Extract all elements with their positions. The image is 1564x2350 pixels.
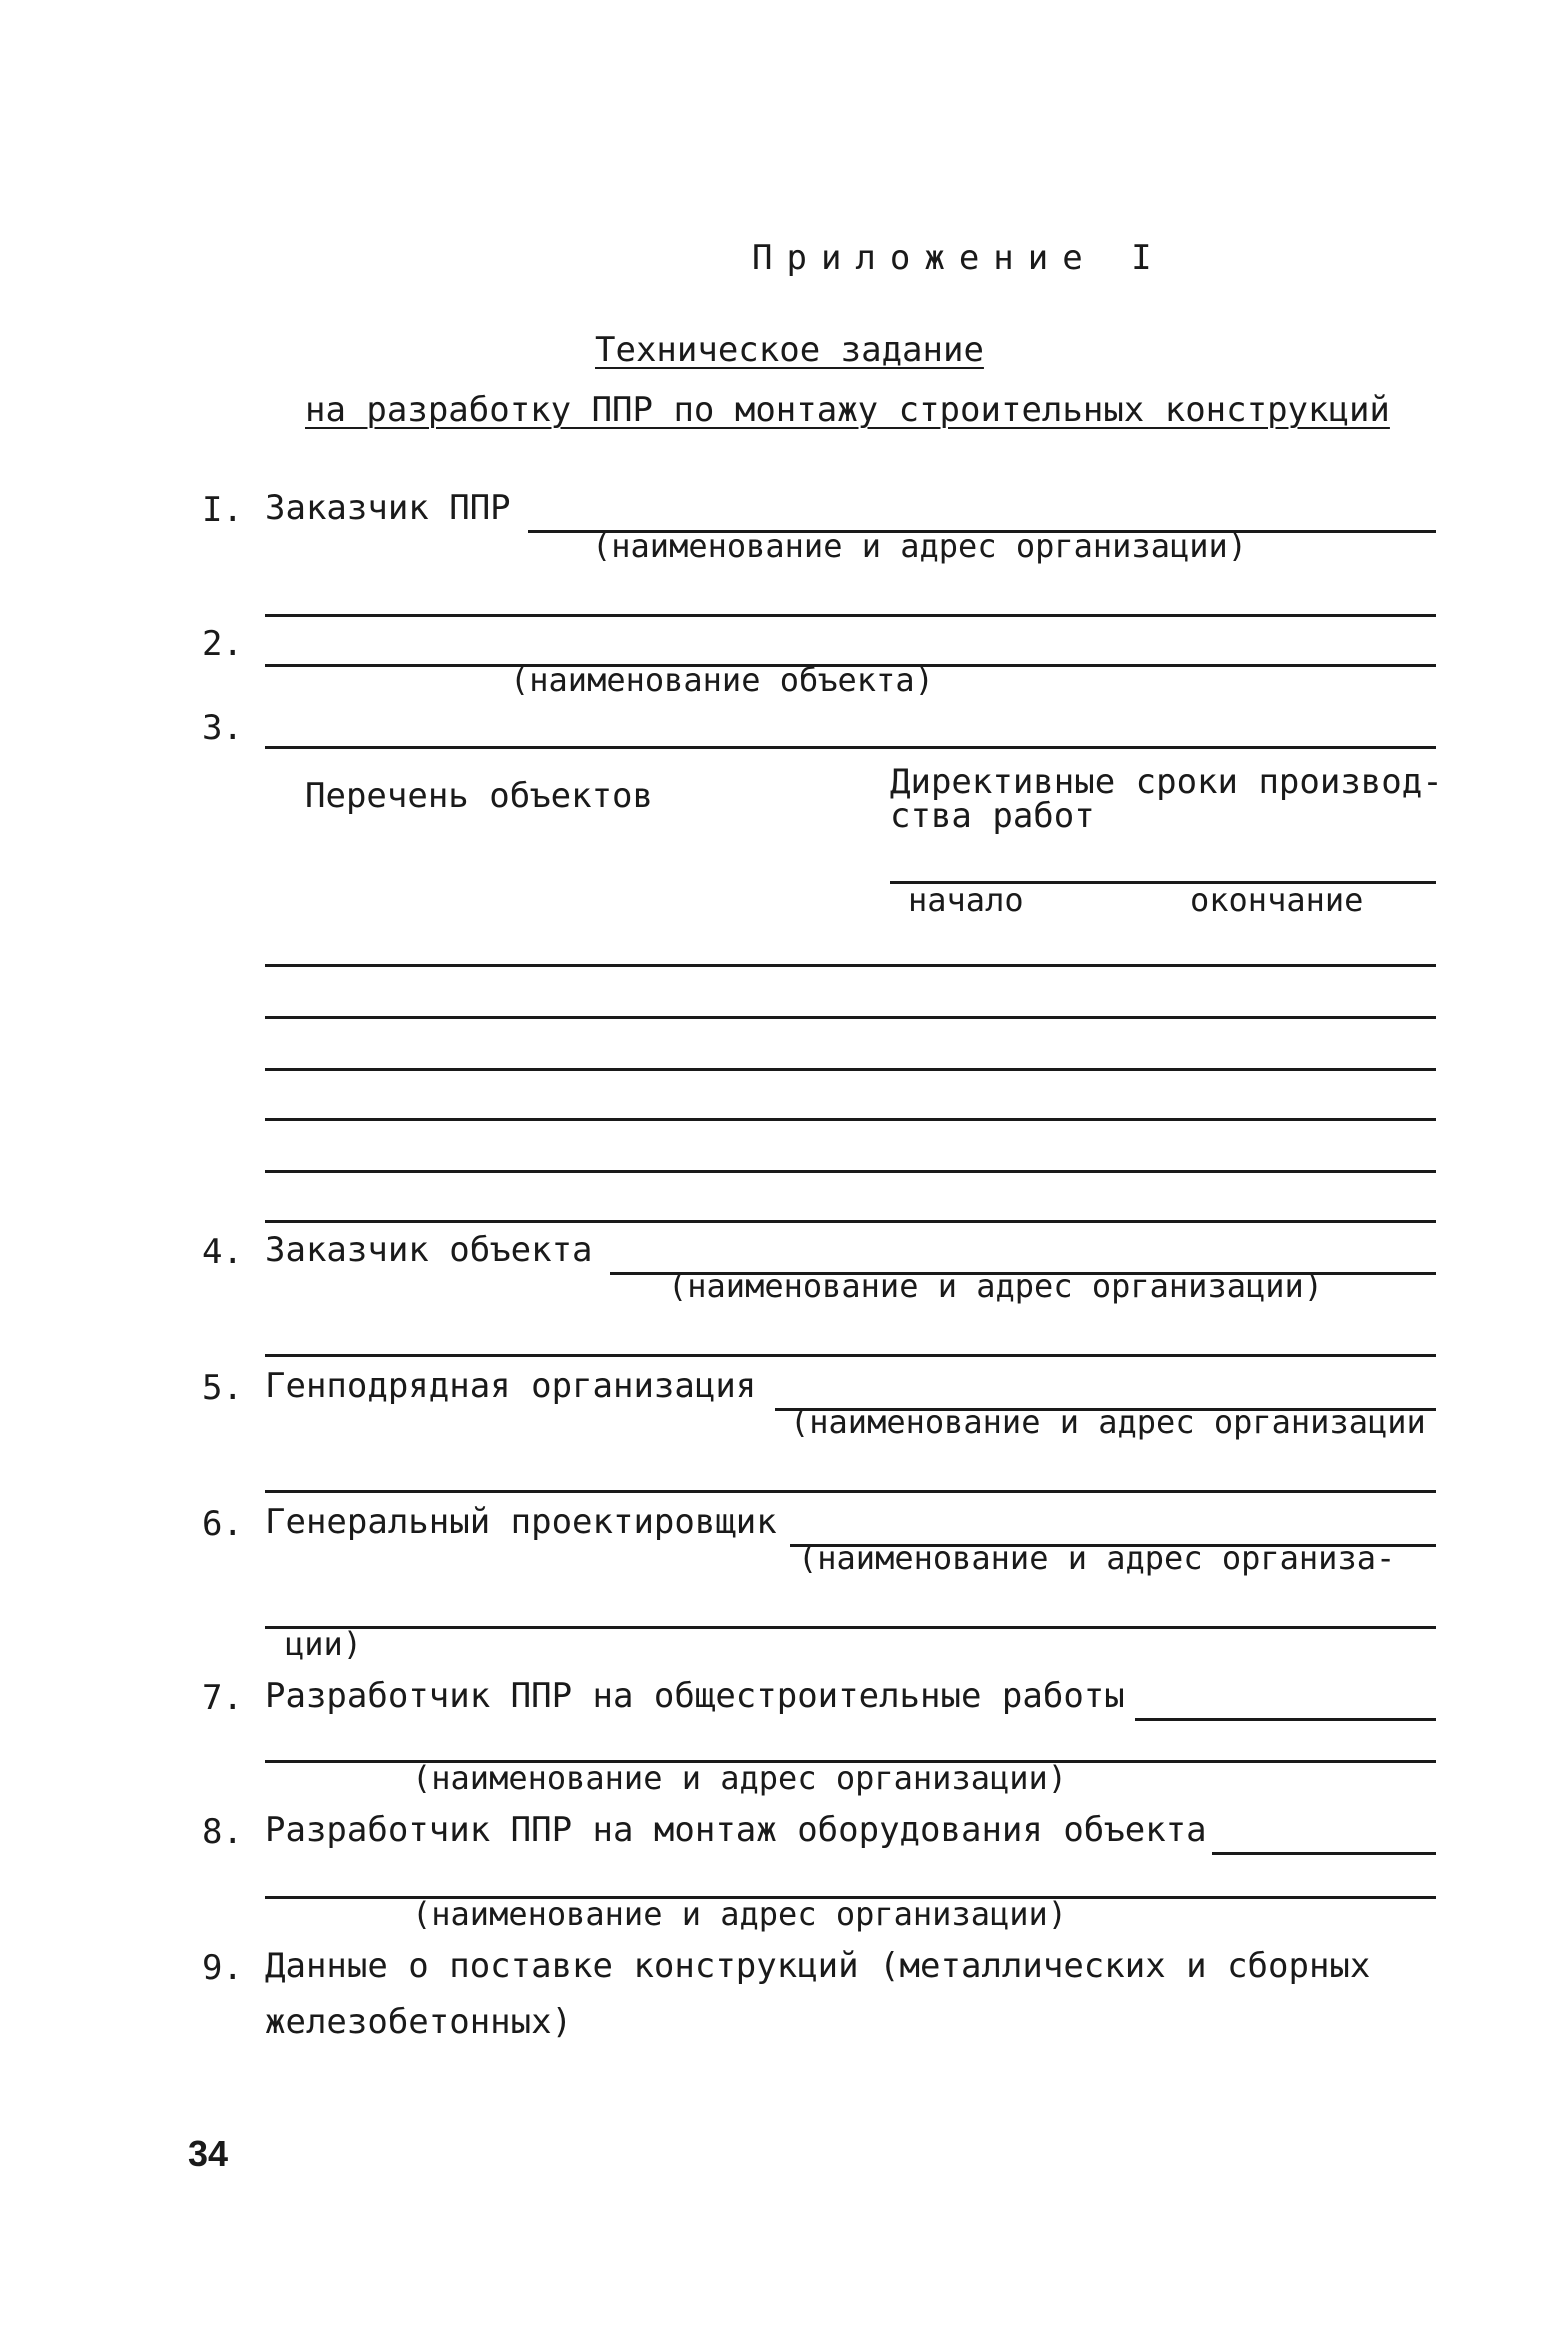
start-date-label: начало <box>908 881 1024 919</box>
item-7-label: Разработчик ППР на общестроительные работы <box>265 1676 1125 1716</box>
objects-row-line[interactable] <box>265 1016 1436 1019</box>
item-7-number: 7. <box>202 1678 243 1718</box>
item-5-field-line-2[interactable] <box>265 1490 1436 1493</box>
item-6-caption-continued: ции) <box>285 1625 363 1663</box>
item-9-number: 9. <box>202 1948 243 1988</box>
document-title-line2: на разработку ППР по монтажу строительных конструкций <box>305 390 1390 430</box>
item-6-number: 6. <box>202 1504 243 1544</box>
item-7-field-line[interactable] <box>1135 1718 1436 1721</box>
objects-row-line[interactable] <box>265 1170 1436 1173</box>
objects-row-line[interactable] <box>265 1220 1436 1223</box>
item-1-caption: (наименование и адрес организации) <box>592 527 1248 565</box>
item-3-number: 3. <box>202 708 243 748</box>
item-6-label: Генеральный проектировщик <box>265 1502 777 1542</box>
item-4-caption: (наименование и адрес организации) <box>668 1267 1324 1305</box>
item-2-caption: (наименование объекта) <box>510 661 934 699</box>
objects-list-header: Перечень объектов <box>305 776 653 816</box>
item-2-number: 2. <box>202 624 243 664</box>
item-6-caption: (наименование и адрес организа- <box>798 1539 1396 1577</box>
item-5-label: Генподрядная организация <box>265 1366 757 1406</box>
item-1-label: Заказчик ППР <box>265 488 511 528</box>
deadlines-header-line1: Директивные сроки производ- <box>890 762 1443 802</box>
item-7-caption: (наименование и адрес организации) <box>412 1759 1068 1797</box>
item-4-number: 4. <box>202 1232 243 1272</box>
item-1-number: I. <box>202 490 243 530</box>
item-5-caption: (наименование и адрес организации <box>790 1403 1426 1441</box>
objects-row-line[interactable] <box>265 1118 1436 1121</box>
item-1-field-line-2[interactable] <box>265 614 1436 617</box>
end-date-label: окончание <box>1190 881 1364 919</box>
item-9-label-line1: Данные о поставке конструкций (металлических и сборных <box>265 1946 1371 1986</box>
item-8-label: Разработчик ППР на монтаж оборудования объекта <box>265 1810 1207 1850</box>
item-9-label-line2: железобетонных) <box>265 2002 573 2042</box>
item-4-field-line-2[interactable] <box>265 1354 1436 1357</box>
deadlines-header-line2: ства работ <box>890 796 1095 836</box>
item-8-caption: (наименование и адрес организации) <box>412 1895 1068 1933</box>
item-3-field-line[interactable] <box>265 746 1436 749</box>
item-5-number: 5. <box>202 1368 243 1408</box>
page-number: 34 <box>188 2133 229 2174</box>
item-4-label: Заказчик объекта <box>265 1230 593 1270</box>
item-8-number: 8. <box>202 1812 243 1852</box>
appendix-title: Приложение I <box>752 238 1166 278</box>
objects-row-line[interactable] <box>265 964 1436 967</box>
item-8-field-line[interactable] <box>1212 1852 1436 1855</box>
item-6-field-line-2[interactable] <box>265 1626 1436 1629</box>
document-title-line1: Техническое задание <box>595 330 984 370</box>
objects-row-line[interactable] <box>265 1068 1436 1071</box>
